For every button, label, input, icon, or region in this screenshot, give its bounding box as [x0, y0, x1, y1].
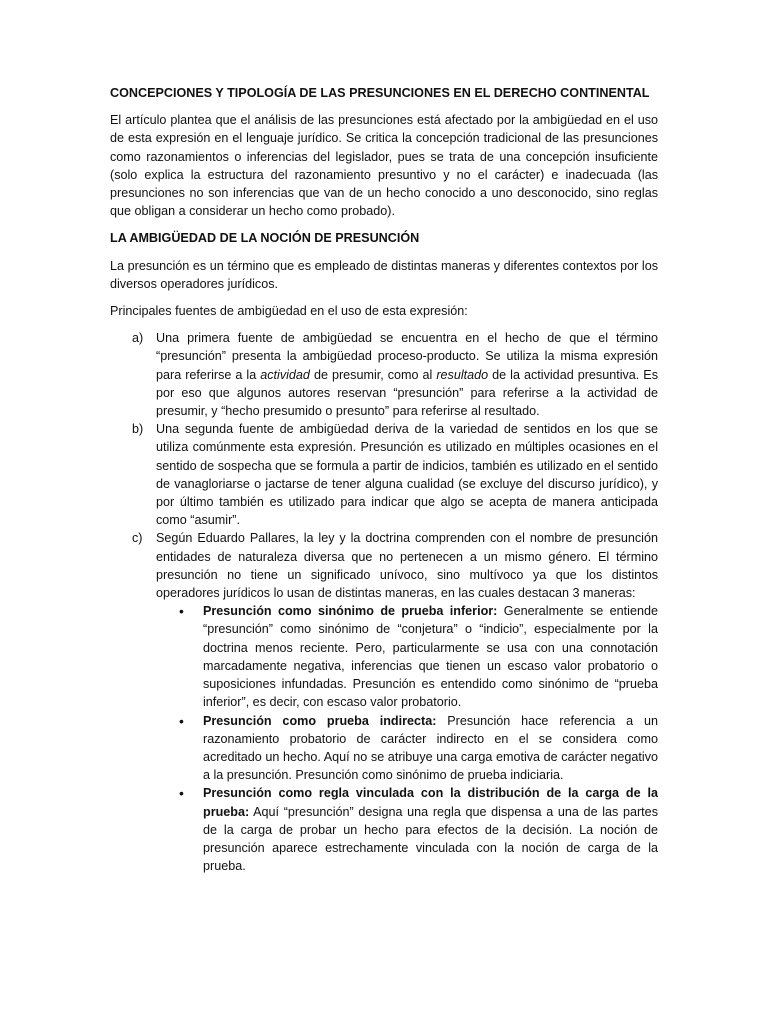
bullet-text: Aquí “presunción” designa una regla que dispensa a una de las partes de la carga de probar un hecho para efectos de la decisión. La noción de presunción aparece estrechamente vinculada con la noción de carga de la prueba. — [203, 804, 658, 874]
presumption-types-list — [156, 602, 658, 875]
list-item-text: Según Eduardo Pallares, la ley y la doctrina comprenden con el nombre de presunción entidades de naturaleza diversa que no pertenecen a un mismo género. El término presunción no tiene un significado unívoco, sino multívoco ya que los distintos operadores jurídicos lo usan de distintas maneras, en las cuales destacan 3 maneras: — [156, 531, 658, 601]
list-item-a — [110, 329, 658, 420]
bullet-text: Generalmente se entiende “presunción” como sinónimo de “conjetura” o “indicio”, especialmente por la doctrina menos reciente. Pero, particularmente se usa con una connotación marcadamente negativa, inferencias que tienen un escaso valor probatorio o suposiciones infundadas. Presunción es entendido como sinónimo de “prueba inferior”, es decir, con escaso valor probatorio. — [203, 604, 658, 710]
section-paragraph: La presunción es un término que es empleado de distintas maneras y diferentes contextos por los diversos operadores jurídicos. — [110, 258, 658, 291]
bullet-item — [156, 712, 658, 785]
emphasis-resultado: resultado — [436, 367, 489, 382]
list-item-b — [110, 420, 658, 529]
list-marker: b) — [132, 422, 144, 437]
bullet-icon: • — [179, 712, 184, 729]
bullet-title: Presunción como prueba indirecta: — [203, 713, 437, 728]
bullet-item — [156, 602, 658, 711]
bullet-text: Presunción hace referencia a un razonamiento probatorio de carácter indirecto en el se considera como acreditado un hecho. Aquí no se atribuye una carga emotiva de carácter negativo a la presunción. Presunción como sinónimo de prueba indiciaria. — [203, 713, 658, 783]
list-item-c — [110, 529, 658, 875]
list-item-text: de la actividad presuntiva. Es por eso que algunos autores reservan “presunción” para referirse a la actividad de presumir, y “hecho presumido o presunto” para referirse al resultado. — [156, 367, 659, 419]
section-heading: LA AMBIGÜEDAD DE LA NOCIÓN DE PRESUNCIÓN — [110, 231, 420, 246]
list-item-text: Una segunda fuente de ambigüedad deriva de la variedad de sentidos en los que se utiliza comúnmente esta expresión. Presunción es utilizado en múltiples ocasiones en el sentido de sospecha que se formula a partir de indicios, también es utilizado en el sentido de vanagloriarse o jactarse de tener alguna cualidad (se excluye del discurso jurídico), y por último también es utilizado para indicar que algo se acepta de manera anticipada como “asumir”. — [156, 422, 658, 528]
list-marker: a) — [132, 331, 144, 346]
bullet-icon: • — [179, 603, 184, 620]
sources-intro: Principales fuentes de ambigüedad en el uso de esta expresión: — [110, 304, 468, 319]
intro-paragraph: El artículo plantea que el análisis de las presunciones está afectado por la ambigüedad en el uso de esta expresión en el lenguaje jurídico. Se critica la concepción tradicional de las presunciones como razonamientos o inferencias del legislador, pues se trata de una concepción insuficiente (solo explica la estructura del razonamiento presuntivo y no el carácter) e inadecuada (las presunciones no son inferencias que van de un hecho conocido a uno desconocido, sino reglas que obligan a considerar un hecho como probado). — [110, 113, 658, 219]
document-title: CONCEPCIONES Y TIPOLOGÍA DE LAS PRESUNCIONES EN EL DERECHO CONTINENTAL — [110, 86, 650, 100]
list-item-text: Una primera fuente de ambigüedad se encuentra en el hecho de que el término “presunción” presenta la ambigüedad proceso-producto. Se utiliza la misma expresión para referirse a la — [156, 331, 658, 382]
list-marker: c) — [132, 531, 143, 546]
bullet-title: Presunción como sinónimo de prueba inferior: — [203, 604, 498, 619]
bullet-icon: • — [179, 785, 184, 802]
list-item-text: de presumir, como al — [309, 367, 437, 382]
bullet-title: Presunción como regla vinculada con la distribución de la carga de la prueba: — [203, 786, 658, 819]
emphasis-actividad: actividad — [260, 367, 310, 382]
bullet-item — [156, 784, 658, 875]
ambiguity-sources-list — [110, 329, 658, 875]
